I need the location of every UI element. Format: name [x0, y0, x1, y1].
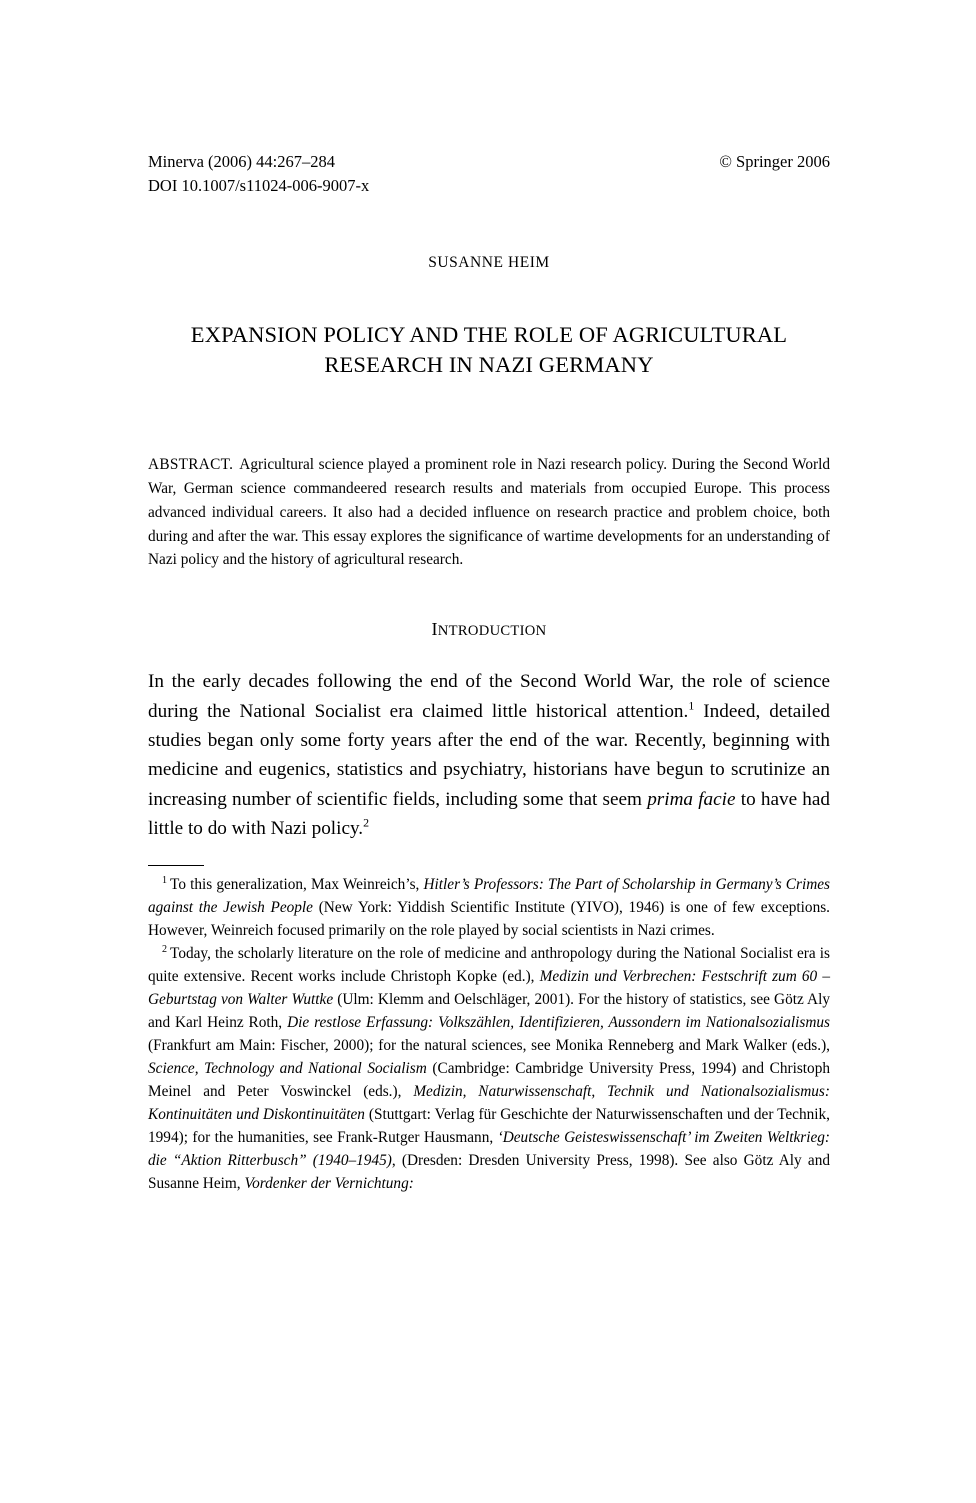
- section-heading-remainder: NTRODUCTION: [437, 623, 547, 640]
- journal-header: [148, 0, 830, 198]
- footnote-2-segment-2: (Ulm: Klemm and Oelschläger, 2001). For the history of statistics, see Götz Aly and Karl Heinz Roth,: [148, 991, 830, 1032]
- article-title: [148, 320, 830, 380]
- footnote-reference-1[interactable]: 1: [688, 698, 695, 713]
- footnote-separator-rule: [148, 865, 204, 866]
- footnote-2-title-6: Vordenker der Vernichtung:: [244, 1175, 414, 1193]
- article-title-line-1: EXPANSION POLICY AND THE ROLE OF AGRICULTURAL: [190, 321, 788, 347]
- footnote-2-segment-3: (Frankfurt am Main: Fischer, 2000); for the natural sciences, see Monika Renneberg and Mark Walker (eds.),: [148, 1037, 830, 1055]
- footnotes-section: [148, 865, 830, 1195]
- body-text-segment-3: to have had little to do with Nazi policy.: [148, 788, 830, 839]
- footnote-1-segment-2: (New York: Yiddish Scientific Institute (YIVO), 1946) is one of few exceptions. However, Weinreich focused primarily on the role played by social scientists in Nazi crimes.: [148, 899, 830, 940]
- footnote-1-segment-1: To this generalization, Max Weinreich’s,: [170, 876, 424, 894]
- section-heading-initial: I: [431, 619, 438, 640]
- body-text-segment-1: In the early decades following the end of the Second World War, the role of science during the National Socialist era claimed little historical attention.: [148, 671, 830, 722]
- footnote-2-title-4: Medizin, Naturwissenschaft, Technik und Nationalsozialismus: Kontinuitäten und Diskontinuitäten: [148, 1083, 830, 1124]
- footnote-2-segment-6: , (Dresden: Dresden University Press, 1998). See also Götz Aly and Susanne Heim,: [148, 1152, 830, 1193]
- section-heading-introduction: [148, 619, 830, 640]
- footnote-reference-2[interactable]: 2: [363, 815, 370, 830]
- footnote-2: [148, 942, 830, 1195]
- copyright-notice: © Springer 2006: [719, 152, 830, 171]
- footnote-2-title-5: ‘Deutsche Geisteswissenschaft’ im Zweiten Weltkrieg: die “Aktion Ritterbusch” (1940–1945): [148, 1129, 831, 1170]
- abstract-text: Agricultural science played a prominent role in Nazi research policy. During the Second World War, German science commandeered research results and materials from occupied Europe. This process advanced individual careers. It also had a decided influence on research practice and problem choice, both during and after the war. This essay explores the significance of wartime developments for an understanding of Nazi policy and the history of agricultural research.: [148, 455, 830, 569]
- abstract-block: [148, 453, 830, 573]
- page-content-column: [148, 0, 830, 1195]
- footnote-2-title-3: Science, Technology and National Socialism: [148, 1060, 427, 1078]
- body-text-segment-2: Indeed, detailed studies began only some forty years after the end of the war. Recently, beginning with medicine and eugenics, statistics and psychiatry, historians have begun to scrutinize an increasing number of scientific fields, including some that seem: [148, 700, 831, 810]
- abstract-label: ABSTRACT.: [148, 455, 234, 473]
- footnote-2-segment-1: Today, the scholarly literature on the role of medicine and anthropology during the National Socialist era is quite extensive. Recent works include Christoph Kopke (ed.),: [148, 945, 830, 986]
- doi-line: DOI 10.1007/s11024-006-9007-x: [148, 176, 370, 196]
- journal-reference: Minerva (2006) 44:267–284: [148, 152, 335, 171]
- footnote-2-title-1: Medizin und Verbrechen: Festschrift zum 60 – Geburtstag von Walter Wuttke: [148, 968, 830, 1009]
- journal-header-top-row: [148, 150, 830, 173]
- footnote-2-segment-5: (Stuttgart: Verlag für Geschichte der Naturwissenschaften und der Technik, 1994); for the humanities, see Frank-Rutger Hausmann,: [148, 1106, 830, 1147]
- footnote-2-title-2: Die restlose Erfassung: Volkszählen, Identifizieren, Aussondern im Nationalsozialismus: [287, 1014, 830, 1032]
- article-author: SUSANNE HEIM: [428, 253, 550, 271]
- body-paragraph-1: [148, 667, 830, 843]
- footnote-1: [148, 873, 830, 942]
- footnote-1-title-1: Hitler’s Professors: The Part of Scholarship in Germany’s Crimes against the Jewish People: [148, 876, 830, 917]
- footnote-1-marker: 1: [162, 874, 168, 886]
- footnote-2-segment-4: (Cambridge: Cambridge University Press, 1994) and Christoph Meinel and Peter Voswinckel (eds.),: [148, 1060, 830, 1101]
- footnote-2-marker: 2: [162, 944, 168, 956]
- body-italic-phrase: prima facie: [647, 788, 736, 810]
- article-title-line-2: RESEARCH IN NAZI GERMANY: [324, 351, 654, 377]
